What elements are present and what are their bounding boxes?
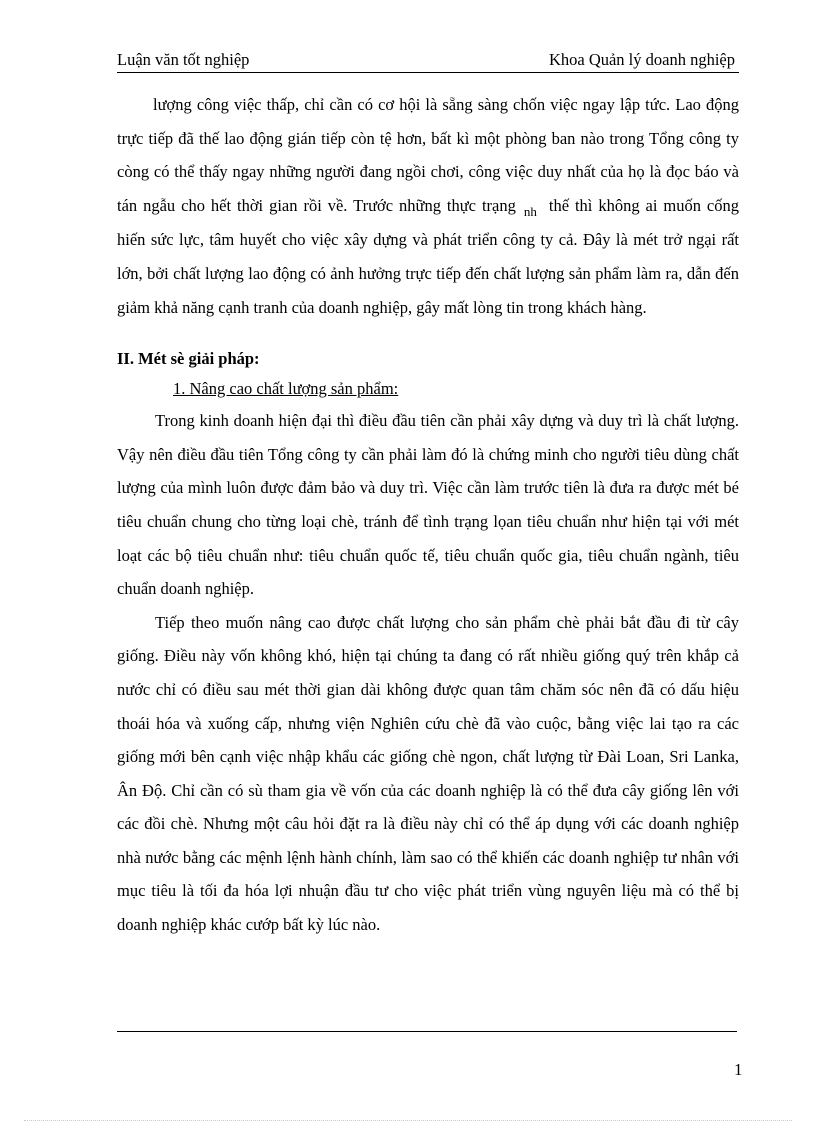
page-edge-divider [24, 1120, 792, 1121]
paragraph-text-continued: thế thì không ai muốn cống hiến sức lực, tâm huyết cho việc xây dựng và phát triển công ty cả. Đây là mét trở ngại rất lớn, bởi chất lượng lao động có ảnh hưởng trực tiếp đến chất lượng sản phẩm làm ra, dẫn đến giảm khả năng cạnh tranh của doanh nghiệp, gây mất lòng tin trong khách hàng. [117, 195, 739, 317]
footer-divider [117, 1031, 737, 1032]
page-header [117, 50, 739, 73]
subsection-title: 1. Nâng cao chất lượng sản phẩm: [173, 379, 399, 399]
header-faculty-label: Khoa Quản lý doanh nghiệp [548, 50, 735, 69]
stray-subscript-text: nh [523, 203, 537, 219]
header-thesis-label: Luận văn tốt nghiệp [117, 50, 250, 69]
document-body [117, 88, 739, 942]
spacer [117, 324, 739, 344]
paragraph-product-quality: Trong kinh doanh hiện đại thì điều đầu tiên cần phải xây dựng và duy trì là chất lượng. Vậy nên điều đầu tiên Tổng công ty cần phải làm đó là chứng minh cho người tiêu dùng chất lượng của mình luôn được đảm bảo và duy trì. Việc cần làm trước tiên là đưa ra được mét bé tiêu chuẩn chung cho từng loại chè, tránh để tình trạng lọan tiêu chuẩn như hiện tại với mét loạt các bộ tiêu chuẩn như: tiêu chuẩn quốc tế, tiêu chuẩn quốc gia, tiêu chuẩn ngành, tiêu chuẩn doanh nghiệp. [117, 411, 739, 599]
paragraph-seedlings: Tiếp theo muốn nâng cao được chất lượng cho sản phẩm chè phải bắt đầu đi từ cây giống. Điều này vốn không khó, hiện tại chúng ta đang có rất nhiều giống quý trên khắp cả nước chỉ có điều sau mét thời gian dài không được quan tâm chăm sóc nên đã có dấu hiệu thoái hóa và xuống cấp, nhưng viện Nghiên cứu chè đã vào cuộc, bằng việc lai tạo ra các giống mới bên cạnh việc nhập khẩu các giống chè ngon, chất lượng từ Đài Loan, Sri Lanka, Ân Độ. Chỉ cần có sù tham gia về vốn của các doanh nghiệp là có thể đưa cây giống lên với các đồi chè. Nhưng một câu hỏi đặt ra là điều này chỉ có thể áp dụng với các doanh nghiệp nhà nước bằng các mệnh lệnh hành chính, làm sao có thể khiến các doanh nghiệp tư nhân với mục tiêu là tối đa hóa lợi nhuận đầu tư cho việc phát triển vùng nguyên liệu mà có thể bị doanh nghiệp khác cướp bất kỳ lúc nào. [117, 612, 739, 935]
paragraph-text: lượng công việc thấp, chỉ cần có cơ hội là sẵng sàng chốn việc ngay lập tức. Lao động trực tiếp đã thế lao động gián tiếp còn tệ hơn, bất kì một phòng ban nào trong Tổng công ty còng có thể thấy ngay những người đang ngồi chơi, công việc duy nhất của họ là đọc báo và tán ngẫu cho hết thời gian rồi về. Trước những thực trạng [117, 95, 739, 215]
paragraph-labor-quality [117, 88, 739, 324]
page-number: 1 [734, 1060, 743, 1079]
section-title: II. Mét sè giải pháp: [117, 349, 260, 369]
